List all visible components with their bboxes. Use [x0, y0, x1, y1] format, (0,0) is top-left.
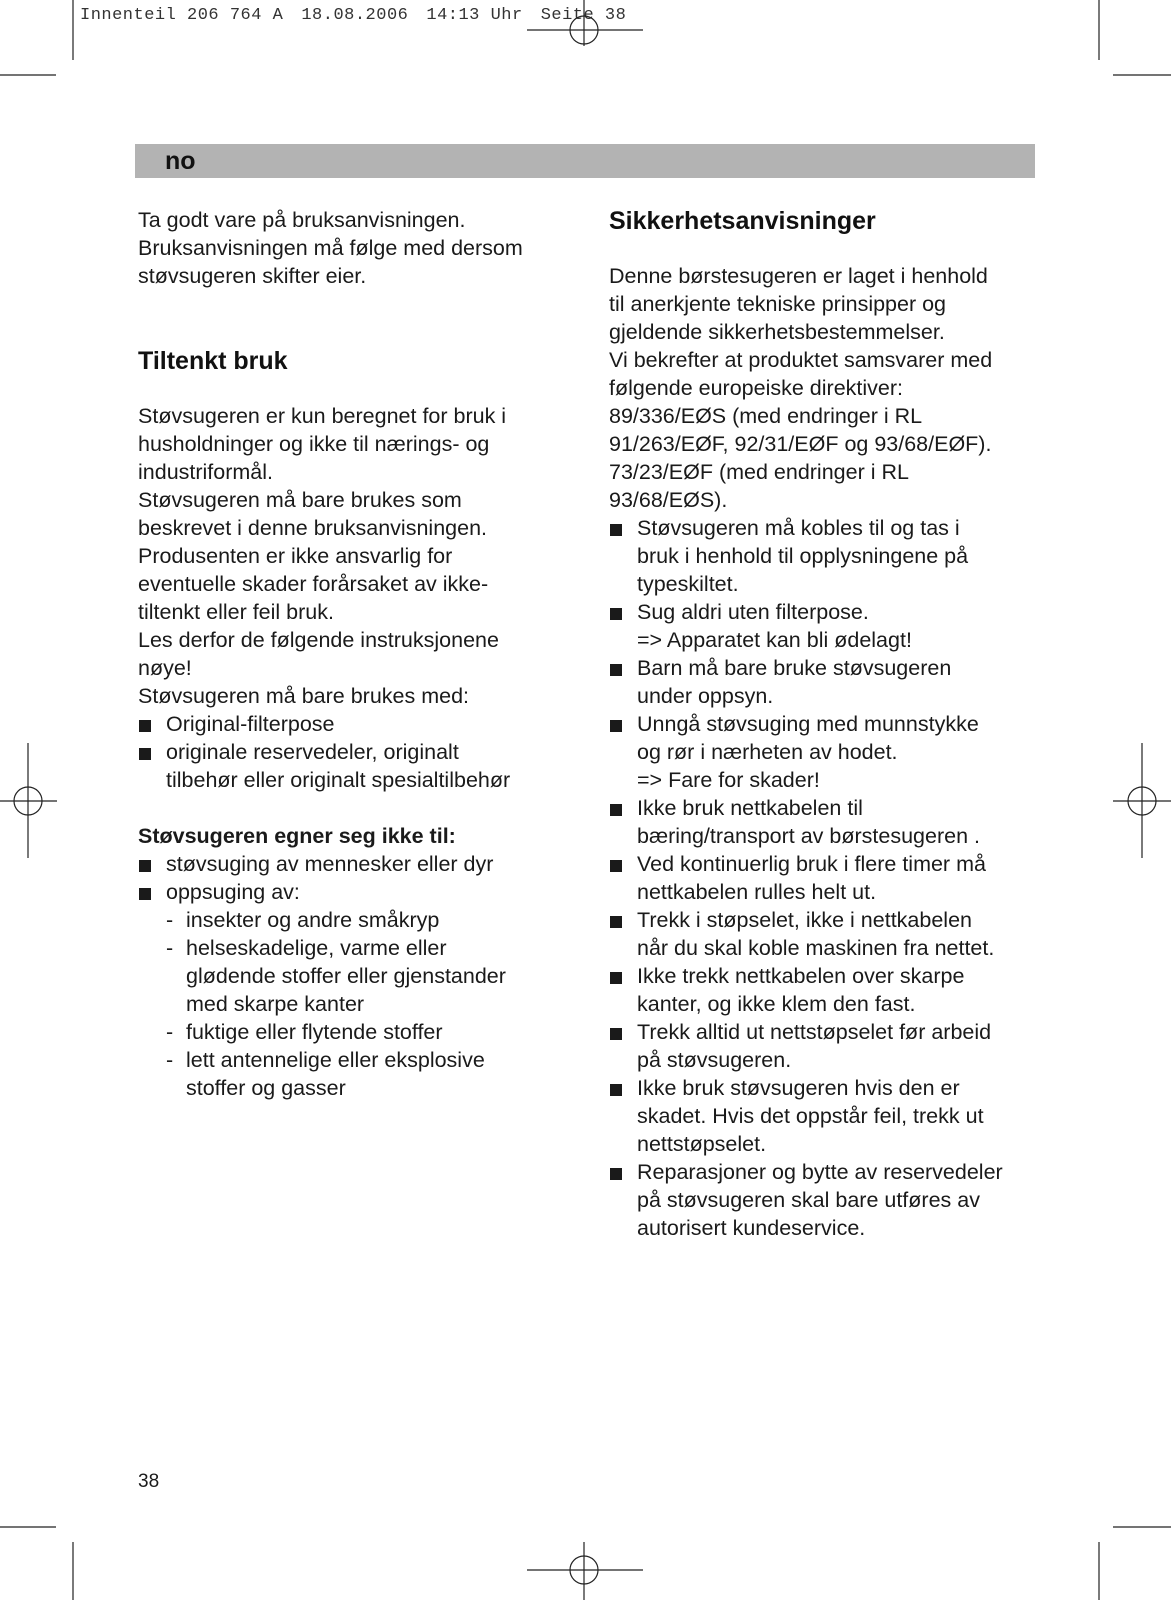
usage-line: Produsenten er ikke ansvarlig for: [138, 544, 453, 568]
safety-line: 93/68/EØS).: [609, 488, 728, 512]
use-with-list: [138, 710, 578, 794]
list-item: [609, 1158, 1039, 1242]
sub-list-item-text: - fuktige eller flytende stoffer: [186, 1020, 443, 1044]
list-item-text: på støvsugeren.: [637, 1048, 792, 1072]
safety-line: Vi bekrefter at produktet samsvarer med: [609, 348, 993, 372]
sub-list-item-text: glødende stoffer eller gjenstander: [186, 964, 506, 988]
list-item-text: og rør i nærheten av hodet.: [637, 740, 898, 764]
section-title-safety: Sikkerhetsanvisninger: [609, 207, 876, 235]
unsuitable-heading: Støvsugeren egner seg ikke til:: [138, 824, 456, 848]
list-item-text: originale reservedeler, originalt: [166, 740, 459, 764]
list-item-text: Ikke trekk nettkabelen over skarpe: [637, 964, 965, 988]
intro-line: støvsugeren skifter eier.: [138, 264, 367, 288]
print-header-file: Innenteil 206 764 A: [80, 6, 284, 25]
usage-line: husholdninger og ikke til nærings- og: [138, 432, 490, 456]
list-item-text: Reparasjoner og bytte av reservedeler: [637, 1160, 1003, 1184]
safety-line: 73/23/EØF (med endringer i RL: [609, 460, 909, 484]
sub-list-item: [138, 934, 578, 1018]
list-item-text: tilbehør eller originalt spesialtilbehør: [166, 768, 511, 792]
list-item: [609, 654, 1039, 710]
list-item-text: autorisert kundeservice.: [637, 1216, 866, 1240]
usage-line: eventuelle skader forårsaket av ikke-: [138, 572, 489, 596]
unsuitable-list: [138, 850, 578, 906]
list-item: [609, 906, 1039, 962]
list-item-text: Trekk i støpselet, ikke i nettkabelen: [637, 908, 972, 932]
right-column: [609, 206, 1039, 1242]
list-item: [609, 710, 1039, 794]
list-item-text: typeskiltet.: [637, 572, 739, 596]
list-item: [609, 514, 1039, 598]
list-item-text: bruk i henhold til opplysningene på: [637, 544, 969, 568]
unsuitable-sublist: [138, 906, 578, 1102]
sub-list-item-text: med skarpe kanter: [186, 992, 365, 1016]
list-item-text: Støvsugeren må kobles til og tas i: [637, 516, 960, 540]
safety-line: 91/263/EØF, 92/31/EØF og 93/68/EØF).: [609, 432, 992, 456]
safety-line: Denne børstesugeren er laget i henhold: [609, 264, 988, 288]
list-item: [609, 794, 1039, 850]
usage-line: Støvsugeren må bare brukes med:: [138, 684, 470, 708]
safety-line: følgende europeiske direktiver:: [609, 376, 903, 400]
safety-line: til anerkjente tekniske prinsipper og: [609, 292, 947, 316]
sub-list-item-text: stoffer og gasser: [186, 1076, 346, 1100]
list-item-text: skadet. Hvis det oppstår feil, trekk ut: [637, 1104, 984, 1128]
intro-line: Ta godt vare på bruksanvisningen.: [138, 208, 466, 232]
usage-line: Støvsugeren må bare brukes som: [138, 488, 462, 512]
list-item: [609, 850, 1039, 906]
safety-line: gjeldende sikkerhetsbestemmelser.: [609, 320, 945, 344]
intro-line: Bruksanvisningen må følge med dersom: [138, 236, 523, 260]
page-number: 38: [138, 1471, 160, 1492]
list-item-text: på støvsugeren skal bare utføres av: [637, 1188, 980, 1212]
usage-line: Les derfor de følgende instruksjonene: [138, 628, 499, 652]
list-item-text: oppsuging av:: [166, 880, 300, 904]
sub-list-item: [138, 1046, 578, 1102]
list-item: [138, 878, 578, 906]
safety-line: 89/336/EØS (med endringer i RL: [609, 404, 923, 428]
list-item-text: Ikke bruk støvsugeren hvis den er: [637, 1076, 960, 1100]
list-item: [138, 850, 578, 878]
sub-list-item-text: - insekter og andre småkryp: [186, 908, 440, 932]
list-item-text: Trekk alltid ut nettstøpselet før arbeid: [637, 1020, 992, 1044]
list-item-text: kanter, og ikke klem den fast.: [637, 992, 916, 1016]
section-title-intended-use: Tiltenkt bruk: [138, 347, 288, 375]
list-item-text: støvsuging av mennesker eller dyr: [166, 852, 494, 876]
language-bar: [135, 144, 1035, 178]
left-column: [138, 206, 578, 1102]
list-item: [609, 1018, 1039, 1074]
list-item-text: når du skal koble maskinen fra nettet.: [637, 936, 995, 960]
list-item: [609, 598, 1039, 654]
list-item-text: nettstøpselet.: [637, 1132, 767, 1156]
list-item-text: under oppsyn.: [637, 684, 774, 708]
print-header: [80, 6, 626, 25]
list-item: [138, 738, 578, 794]
safety-list: [609, 514, 1039, 1242]
usage-line: Støvsugeren er kun beregnet for bruk i: [138, 404, 507, 428]
usage-line: nøye!: [138, 656, 192, 680]
list-item-text: Original-filterpose: [166, 712, 335, 736]
usage-line: tiltenkt eller feil bruk.: [138, 600, 334, 624]
list-item: [609, 962, 1039, 1018]
list-item-text: bæring/transport av børstesugeren .: [637, 824, 980, 848]
sub-list-item-text: - helseskadelige, varme eller: [186, 936, 447, 960]
sub-list-item: [138, 906, 578, 934]
usage-line: industriformål.: [138, 460, 274, 484]
list-item-text: => Apparatet kan bli ødelagt!: [637, 628, 912, 652]
list-item-text: Ikke bruk nettkabelen til: [637, 796, 863, 820]
list-item: [609, 1074, 1039, 1158]
list-item: [138, 710, 578, 738]
list-item-text: Ved kontinuerlig bruk i flere timer må: [637, 852, 986, 876]
print-header-date: 18.08.2006: [301, 6, 409, 25]
list-item-text: Barn må bare bruke støvsugeren: [637, 656, 952, 680]
list-item-text: Sug aldri uten filterpose.: [637, 600, 869, 624]
list-item-text: nettkabelen rulles helt ut.: [637, 880, 877, 904]
print-header-page: Seite 38: [540, 6, 627, 25]
list-item-text: Unngå støvsuging med munnstykke: [637, 712, 979, 736]
print-header-time: 14:13 Uhr: [426, 6, 523, 25]
usage-line: beskrevet i denne bruksanvisningen.: [138, 516, 487, 540]
sub-list-item-text: - lett antennelige eller eksplosive: [186, 1048, 485, 1072]
sub-list-item: [138, 1018, 578, 1046]
language-code: no: [165, 147, 196, 175]
list-item-text: => Fare for skader!: [637, 768, 820, 792]
